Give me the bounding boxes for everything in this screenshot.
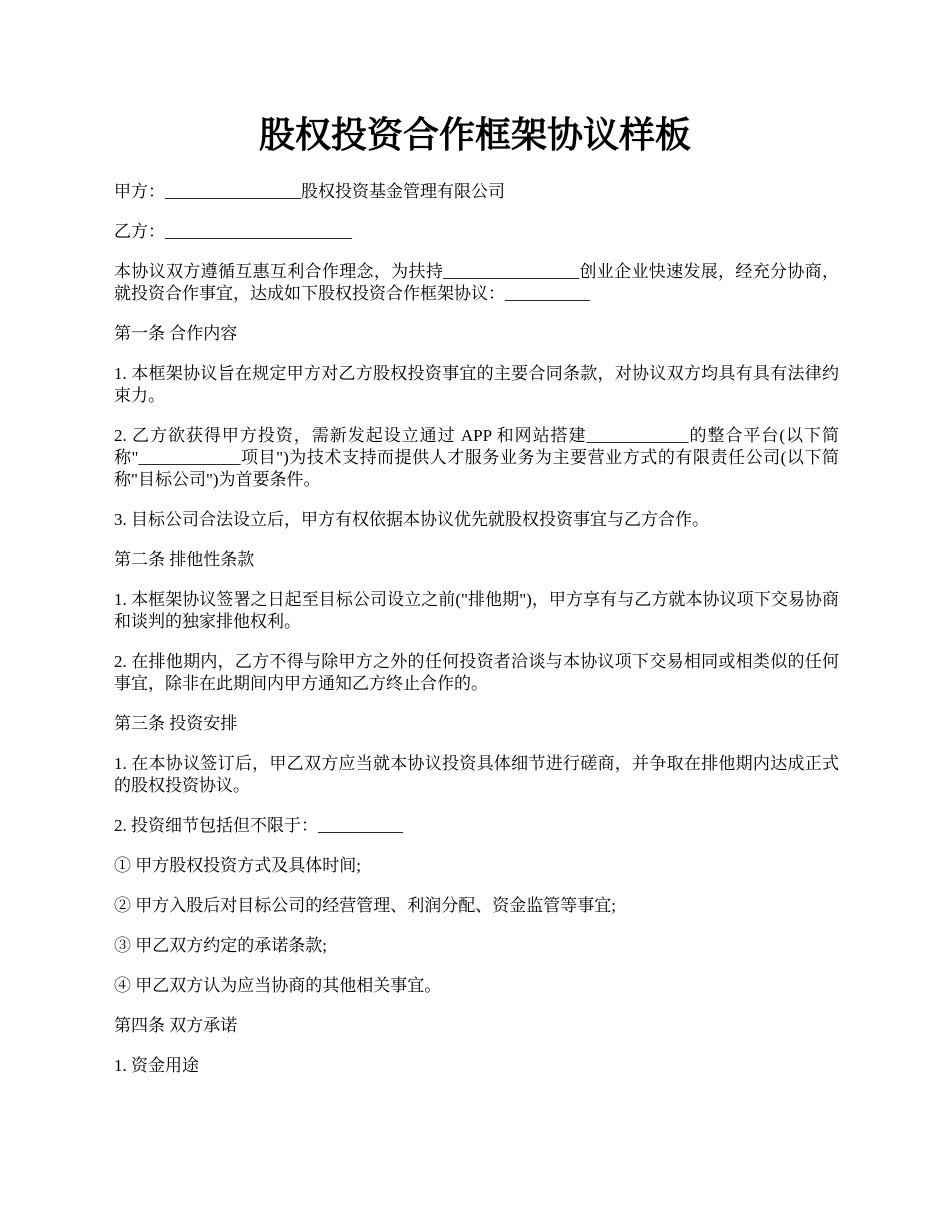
party-a-line: 甲方：________________股权投资基金管理有限公司 — [114, 182, 505, 201]
article-3-heading: 第三条 投资安排 — [114, 714, 238, 733]
article-3-clause-1: 1. 在本协议签订后，甲乙双方应当就本协议投资具体细节进行磋商，并争取在排他期内达成正式的股权投资协议。 — [114, 754, 839, 795]
list-item-1: ① 甲方股权投资方式及具体时间; — [114, 856, 361, 875]
article-2-clause-2: 2. 在排他期内，乙方不得与除甲方之外的任何投资者洽谈与本协议项下交易相同或相类似的任何事宜，除非在此期间内甲方通知乙方终止合作的。 — [114, 652, 839, 693]
article-1-clause-3: 3. 目标公司合法设立后，甲方有权依据本协议优先就股权投资事宜与乙方合作。 — [114, 510, 709, 529]
list-item-4: ④ 甲乙双方认为应当协商的其他相关事宜。 — [114, 976, 442, 995]
article-1-clause-2: 2. 乙方欲获得甲方投资，需新发起设立通过 APP 和网站搭建____________的整合平台(以下简称"____________项目")为技术支持而提供人才服务业务为主要营业方式的有限责任公司(以下简称"目标公司")为首要条件。 — [114, 426, 839, 489]
article-2-heading: 第二条 排他性条款 — [114, 550, 255, 569]
article-1-heading: 第一条 合作内容 — [114, 324, 238, 343]
article-2-clause-1: 1. 本框架协议签署之日起至目标公司设立之前("排他期")，甲方享有与乙方就本协议项下交易协商和谈判的独家排他权利。 — [114, 590, 839, 631]
party-b-line: 乙方：______________________ — [114, 222, 352, 241]
preamble-paragraph: 本协议双方遵循互惠互利合作理念，为扶持________________创业企业快速发展，经充分协商，就投资合作事宜，达成如下股权投资合作框架协议：__________ — [114, 262, 839, 303]
article-4-heading: 第四条 双方承诺 — [114, 1016, 238, 1035]
article-3-clause-2: 2. 投资细节包括但不限于：__________ — [114, 816, 403, 835]
list-item-3: ③ 甲乙双方约定的承诺条款; — [114, 936, 327, 955]
article-1-clause-1: 1. 本框架协议旨在规定甲方对乙方股权投资事宜的主要合同条款，对协议双方均具有具有法律约束力。 — [114, 364, 839, 405]
document-body — [114, 181, 839, 1095]
document-title: 股权投资合作框架协议样板 — [258, 115, 691, 156]
article-4-clause-1: 1. 资金用途 — [114, 1056, 199, 1075]
list-item-2: ② 甲方入股后对目标公司的经营管理、利润分配、资金监管等事宜; — [114, 896, 616, 915]
